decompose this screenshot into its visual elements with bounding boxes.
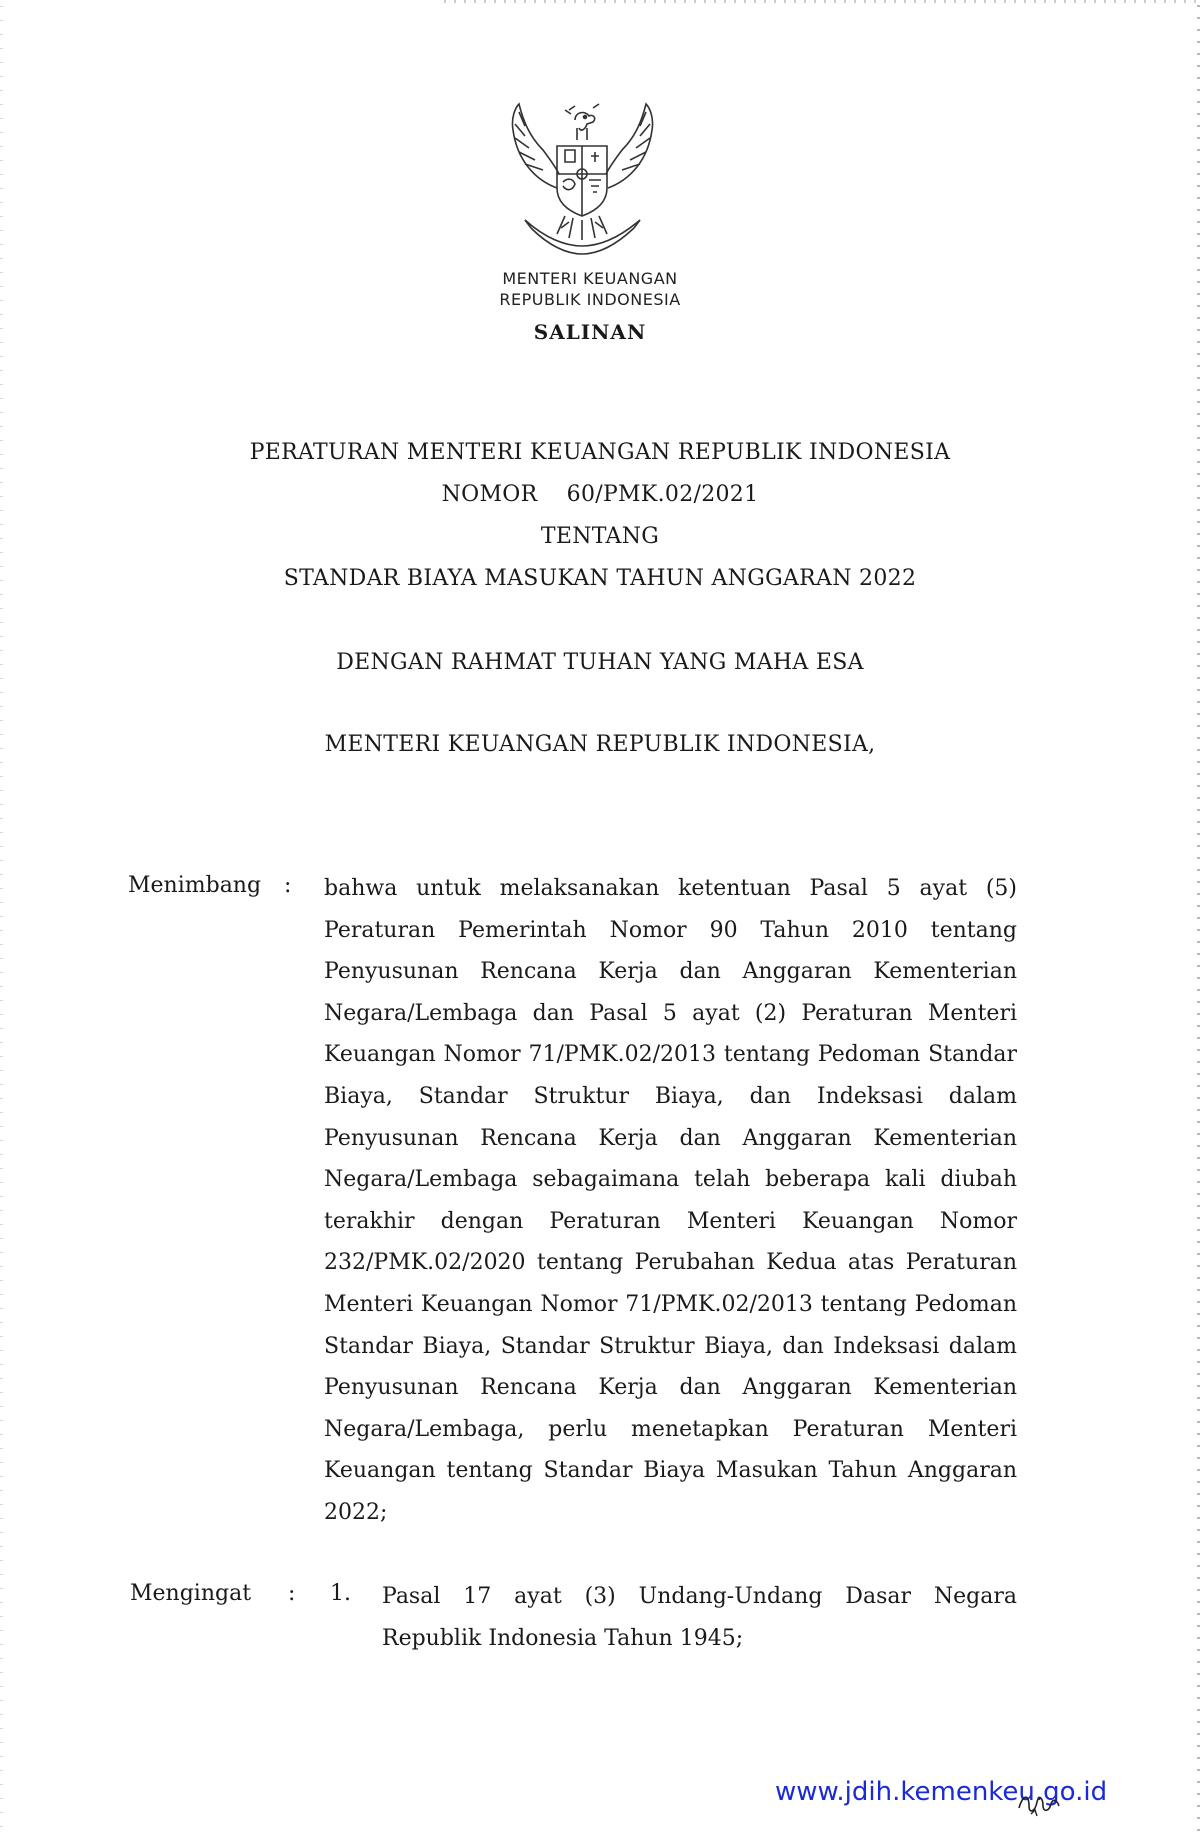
menimbang-colon: : [284,873,292,898]
menimbang-label: Menimbang [128,873,262,898]
mengingat-label: Mengingat [130,1581,252,1606]
mengingat-colon: : [288,1581,296,1606]
garuda-emblem-icon [495,100,670,258]
mengingat-item-number: 1. [330,1581,351,1606]
issuer: MENTERI KEUANGAN REPUBLIK INDONESIA, [324,732,876,757]
mengingat-item-text: Pasal 17 ayat (3) Undang-Undang Dasar Negara Republik Indonesia Tahun 1945; [382,1584,1017,1651]
paraf-signature-icon [1015,1788,1065,1818]
ministry-line-2: REPUBLIK INDONESIA [499,290,681,309]
menimbang-text: bahwa untuk melaksanakan ketentuan Pasal 5 ayat (5) Peraturan Pemerintah Nomor 90 Tahun 2010 tentang Penyusunan Rencana Kerja dan Anggaran Kementerian Negara/Lembaga dan Pasal 5 ayat (2) Peraturan Menteri Keuangan Nomor 71/PMK.02/2013 tentang Pedoman Standar Biaya, Standar Struktur Biaya, dan Indeksasi dalam Penyusunan Rencana Kerja dan Anggaran Kementerian Negara/Lembaga sebagaimana telah beberapa kali diubah terakhir dengan Peraturan Menteri Keuangan Nomor 232/PMK.02/2020 tentang Perubahan Kedua atas Peraturan Menteri Keuangan Nomor 71/PMK.02/2013 tentang Pedoman Standar Biaya, Standar Struktur Biaya, dan Indeksasi dalam Penyusunan Rencana Kerja dan Anggaran Kementerian Negara/Lembaga, perlu menetapkan Peraturan Menteri Keuangan tentang Standar Biaya Masukan Tahun Anggaran 2022; [324,876,1017,1525]
regulation-about: TENTANG [540,524,660,549]
copy-mark: SALINAN [533,320,647,344]
invocation: DENGAN RAHMAT TUHAN YANG MAHA ESA [336,650,864,675]
regulation-title: PERATURAN MENTERI KEUANGAN REPUBLIK INDONESIA [249,440,951,465]
ministry-line-1: MENTERI KEUANGAN [502,269,678,288]
scan-artifact-left [0,0,3,1835]
scan-artifact-top [440,0,1200,3]
ministry-letterhead [460,268,720,310]
jdih-link[interactable]: www.jdih.kemenkeu.go.id [775,1777,1108,1807]
regulation-number: NOMOR 60/PMK.02/2021 [441,482,759,507]
regulation-subject: STANDAR BIAYA MASUKAN TAHUN ANGGARAN 2022 [283,566,917,591]
